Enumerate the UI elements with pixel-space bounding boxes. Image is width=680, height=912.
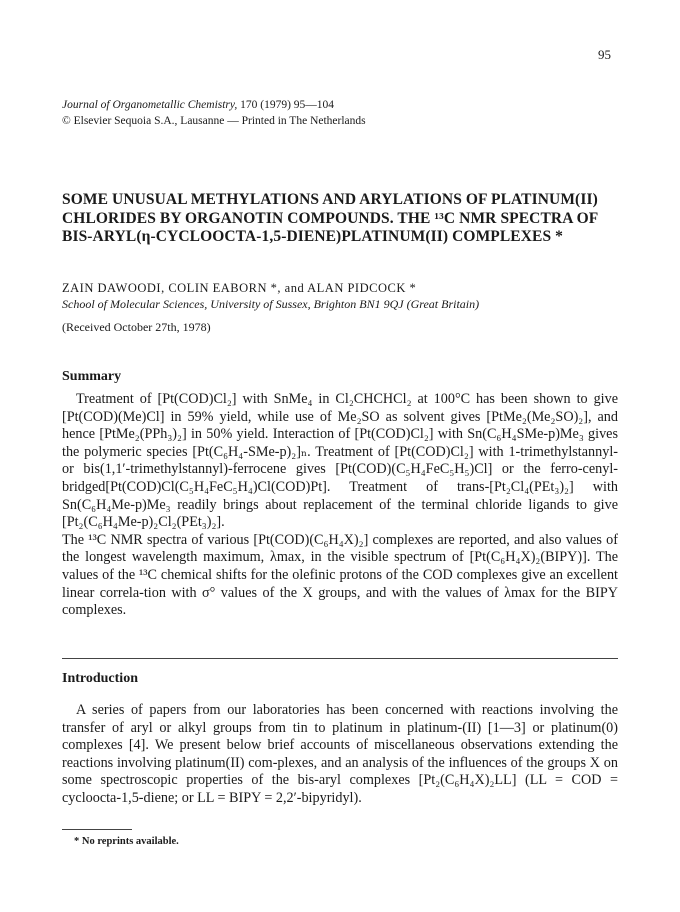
article-title xyxy=(62,191,622,247)
introduction-paragraph-1: A series of papers from our laboratories has been concerned with reactions involving the transfer of aryl or alkyl groups from tin to platinum in platinum-(II) [1—3] or platinum(0) complexes [4]. We present below brief accounts of miscellaneous observations extending the reactions involving platinum(II) com-plexes, and an analysis of the influences of the groups X on some spectroscopic properties of the bis-aryl complexes [Pt₂(C₆H₄X)₂LL] (LL = COD = cycloocta-1,5-diene; or LL = BIPY = 2,2′-bipyridyl). xyxy=(62,702,618,806)
footnote-divider xyxy=(62,829,132,830)
received-date: (Received October 27th, 1978) xyxy=(62,320,211,334)
footnote: * No reprints available. xyxy=(74,836,179,847)
authors: ZAIN DAWOODI, COLIN EABORN *, and ALAN PIDCOCK * xyxy=(62,281,417,295)
affiliation: School of Molecular Sciences, University of Sussex, Brighton BN1 9QJ (Great Britain) xyxy=(62,297,480,311)
page-number: 95 xyxy=(598,47,611,62)
title-line: CHLORIDES BY ORGANOTIN COMPOUNDS. THE ¹³C NMR SPECTRA OF xyxy=(62,209,599,227)
summary-body xyxy=(62,391,618,620)
introduction-heading: Introduction xyxy=(62,671,138,686)
publisher-line: © Elsevier Sequoia S.A., Lausanne — Printed in The Netherlands xyxy=(62,115,366,127)
section-divider xyxy=(62,658,618,659)
summary-paragraph-1: Treatment of [Pt(COD)Cl₂] with SnMe₄ in Cl₂CHCHCl₂ at 100°C has been shown to give [Pt(COD)(Me)Cl] in 59% yield, while use of Me₂SO as solvent gives [PtMe₂(Me₂SO)₂], and hence [PtMe₂(PPh₃)₂] in 50% yield. Interaction of [Pt(COD)Cl₂] with Sn(C₆H₄SMe-p)Me₃ gives the polymeric species [Pt(C₆H₄-SMe-p)₂]ₙ. Treatment of [Pt(COD)Cl₂] with 1-trimethylstannyl- or bis(1,1′-trimethylstannyl)-ferrocene gives [Pt(COD)(C₅H₄FeC₅H₅)Cl] or the ferro-cenyl-bridged[Pt(COD)Cl(C₅H₄FeC₅H₄)Cl(COD)Pt]. Treatment of trans-[Pt₂Cl₄(PEt₃)₂] with Sn(C₆H₄Me-p)Me₃ readily brings about replacement of the terminal chloride ligands to give [Pt₂(C₆H₄Me-p)₂Cl₂(PEt₃)₂]. xyxy=(62,391,618,531)
journal-name: Journal of Organometallic Chemistry, xyxy=(62,99,238,111)
journal-volume: 170 (1979) 95—104 xyxy=(240,99,335,111)
title-line: SOME UNUSUAL METHYLATIONS AND ARYLATIONS OF PLATINUM(II) xyxy=(62,191,598,208)
summary-heading: Summary xyxy=(62,369,122,384)
summary-paragraph-2: The ¹³C NMR spectra of various [Pt(COD)(C₆H₄X)₂] complexes are reported, and also values of the longest wavelength maximum, λmax, in the visible spectrum of [Pt(C₆H₄X)₂(BIPY)]. The values of the ¹³C chemical shifts for the olefinic protons of the COD complexes give an excellent linear correla-tion with σ° values of the X groups, and with the values of λmax for the BIPY complexes. xyxy=(62,531,618,619)
title-line: BIS-ARYL(η-CYCLOOCTA-1,5-DIENE)PLATINUM(II) COMPLEXES * xyxy=(62,228,564,245)
introduction-body xyxy=(62,702,618,808)
journal-citation xyxy=(62,99,334,111)
